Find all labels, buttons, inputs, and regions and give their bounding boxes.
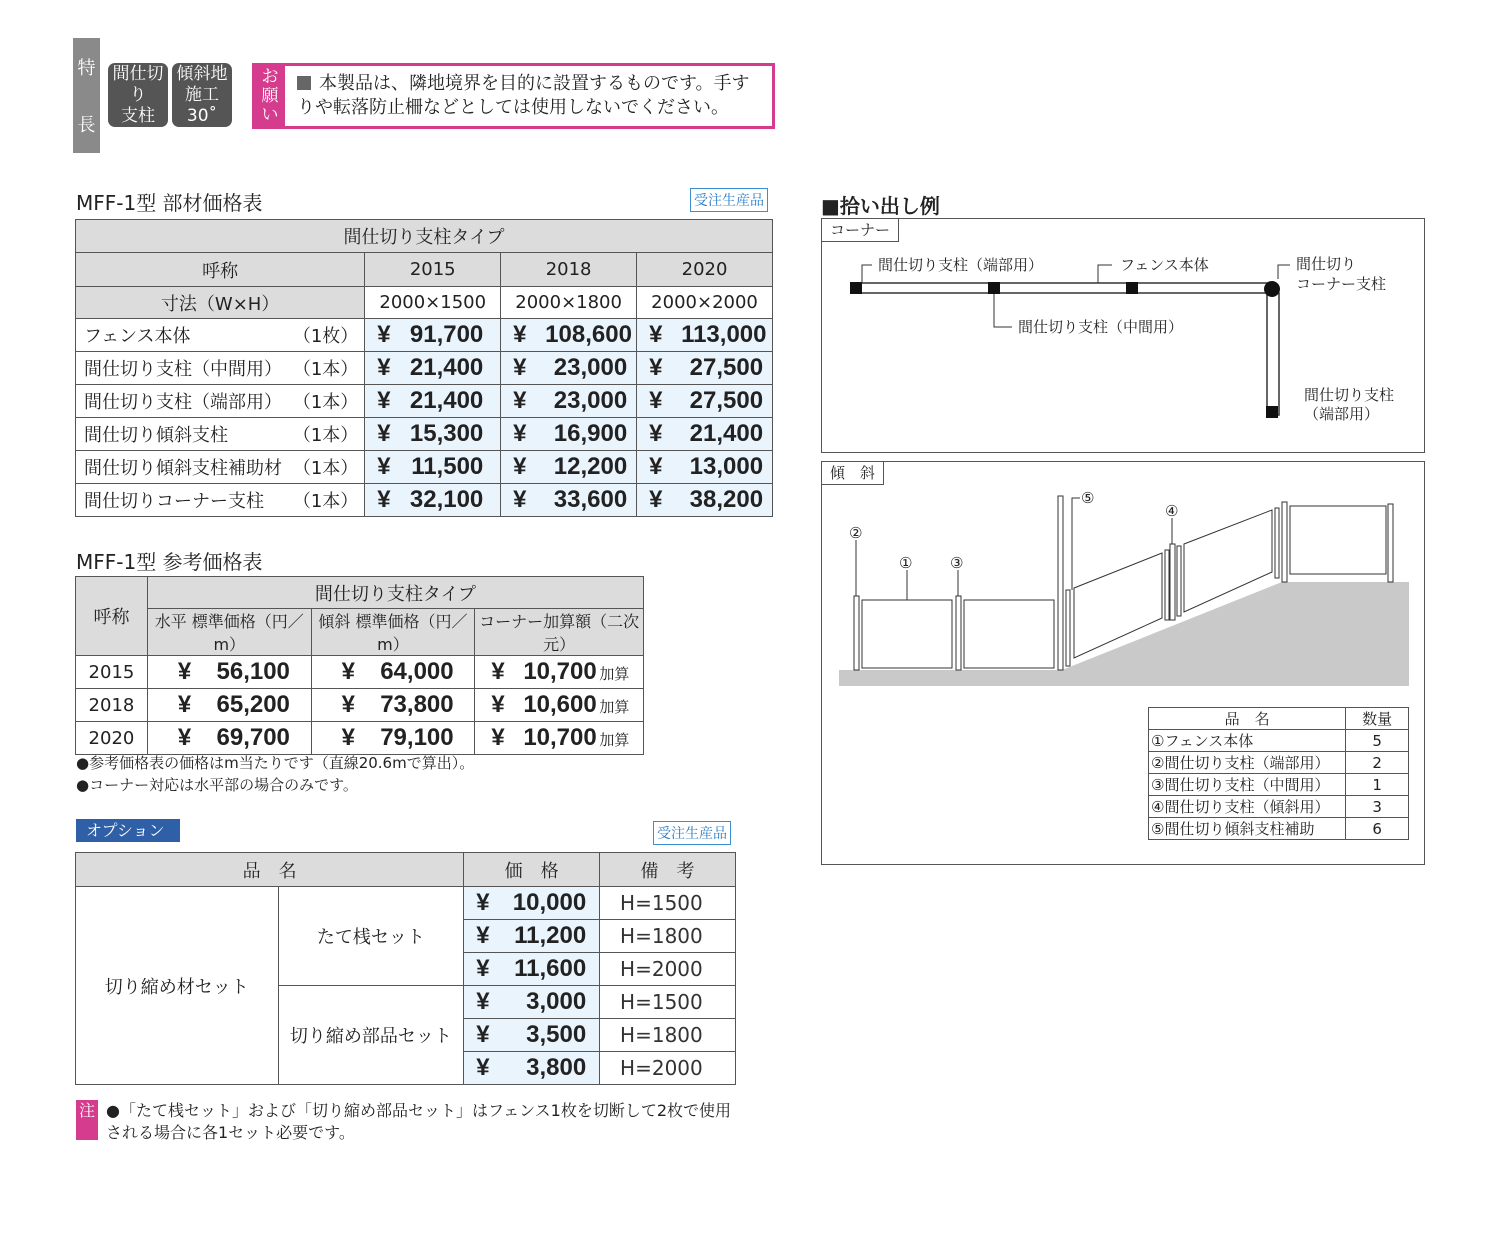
yen-sign: ¥ (649, 453, 663, 480)
part-unit: （1枚） (292, 326, 359, 347)
option-note-cell: H=1500 (600, 986, 736, 1019)
size-cell: 2000×1500 (365, 287, 501, 319)
price-value: 27,500 (689, 354, 764, 381)
end-post-marker (1266, 406, 1278, 418)
yen-sign: ¥ (513, 354, 527, 381)
part-name: 間仕切り傾斜支柱補助材 (84, 458, 282, 479)
ref-type-header: 間仕切り支柱タイプ (147, 577, 643, 609)
yen-sign: ¥ (649, 321, 663, 348)
price-cell (637, 319, 773, 352)
ref-col-slope: 傾斜 標準価格（円／m） (311, 609, 475, 656)
leader-line (994, 294, 1012, 327)
price-cell (365, 385, 501, 418)
part-name-cell (76, 451, 365, 484)
ref-notes (76, 752, 474, 796)
yen-sign: ¥ (513, 486, 527, 513)
table-row (1149, 730, 1409, 752)
price-value: 21,400 (409, 387, 484, 414)
price-value: 11,500 (411, 453, 484, 480)
fence-body-vertical (1267, 293, 1279, 415)
part-name-cell (76, 484, 365, 517)
price-cell (464, 1019, 600, 1052)
qty-count-cell: 5 (1346, 730, 1409, 752)
fence-panel (862, 600, 952, 668)
yen-sign: ¥ (476, 922, 490, 949)
yen-sign: ¥ (491, 691, 505, 718)
qty-count-cell: 1 (1346, 774, 1409, 796)
part-unit: （1本） (292, 359, 359, 380)
parts-price-table (75, 219, 773, 517)
price-value: 3,800 (526, 1054, 587, 1081)
label-end-post-2 (1304, 386, 1394, 424)
badge-line: 支柱 (121, 105, 155, 126)
yen-sign: ¥ (513, 387, 527, 414)
part-unit: （1本） (292, 491, 359, 512)
price-value: 13,000 (689, 453, 764, 480)
yen-sign: ¥ (491, 724, 505, 751)
price-value: 32,100 (409, 486, 484, 513)
request-text (297, 72, 766, 120)
option-name-header: 品 名 (76, 853, 464, 887)
add-label: 加算 (599, 732, 630, 749)
price-cell (637, 385, 773, 418)
part-name-cell (76, 418, 365, 451)
part-name-cell (76, 352, 365, 385)
table-row (76, 689, 644, 722)
slope-badge (172, 63, 232, 127)
price-cell (464, 887, 600, 920)
note-tag: 注 (76, 1100, 98, 1140)
price-cell (501, 418, 637, 451)
yen-sign: ¥ (177, 724, 192, 751)
price-value: 11,600 (514, 955, 587, 982)
price-value: 65,200 (216, 691, 290, 718)
parts-table-title: MFF-1型 部材価格表 (76, 191, 263, 215)
made-to-order-badge: 受注生産品 (653, 821, 731, 845)
yen-sign: ¥ (177, 691, 192, 718)
table-row (76, 385, 773, 418)
label-line: コーナー支柱 (1296, 275, 1387, 293)
price-value: 69,700 (216, 724, 290, 751)
price-value: 23,000 (553, 354, 628, 381)
yen-sign: ¥ (377, 453, 391, 480)
part-unit: （1本） (292, 392, 359, 413)
fence-panel (1290, 506, 1386, 574)
yen-sign: ¥ (476, 955, 490, 982)
feature-tag (73, 38, 100, 153)
qty-name-cell: ②間仕切り支柱（端部用） (1149, 752, 1346, 774)
quantity-table (1148, 707, 1409, 840)
price-value: 108,600 (545, 321, 632, 348)
add-label: 加算 (599, 699, 630, 716)
yen-sign: ¥ (649, 420, 663, 447)
request-text-body: 本製品は、隣地境界を目的に設置するものです。手すりや転落防止柵などとしては使用しないでください。 (297, 73, 750, 118)
price-cell (501, 451, 637, 484)
slope-post (1170, 544, 1175, 620)
ref-col-corner: コーナー加算額（二次元） (475, 609, 644, 656)
slope-aux (1275, 508, 1279, 578)
price-value: 12,200 (553, 453, 628, 480)
marker-3: ③ (950, 554, 964, 572)
leader-line (1278, 265, 1290, 279)
leader-line (1072, 498, 1080, 590)
corner-post-marker (1264, 281, 1280, 297)
yen-sign: ¥ (341, 691, 355, 718)
fence-body-horizontal (856, 283, 1268, 293)
option-note-cell: H=2000 (600, 1052, 736, 1085)
marker-5: ⑤ (1081, 489, 1095, 507)
ref-note: ●コーナー対応は水平部の場合のみです。 (76, 776, 358, 794)
col-2015: 2015 (365, 253, 501, 287)
table-row (76, 451, 773, 484)
label-line: 間仕切り (1296, 255, 1357, 273)
option-sub-cell: たて桟セット (278, 887, 464, 986)
table-row (1149, 796, 1409, 818)
price-value: 64,000 (380, 658, 454, 685)
leader-line (862, 265, 872, 283)
price-value: 3,500 (526, 1021, 587, 1048)
leader-line (1098, 265, 1112, 283)
ref-table-title: MFF-1型 参考価格表 (76, 550, 263, 574)
example-title: ■拾い出し例 (821, 194, 940, 218)
ref-name-cell: 2015 (76, 656, 148, 689)
price-value: 3,000 (526, 988, 587, 1015)
option-price-header: 価 格 (464, 853, 600, 887)
table-row (76, 722, 644, 755)
price-cell (464, 953, 600, 986)
table-row (76, 418, 773, 451)
label-line: （端部用） (1304, 405, 1380, 423)
table-row (76, 352, 773, 385)
add-label: 加算 (599, 666, 630, 683)
ref-name-cell: 2018 (76, 689, 148, 722)
yen-sign: ¥ (513, 321, 527, 348)
price-value: 10,700 (523, 658, 597, 685)
partition-post-badge (108, 63, 168, 127)
option-note-cell: H=1800 (600, 1019, 736, 1052)
price-value: 15,300 (409, 420, 484, 447)
yen-sign: ¥ (377, 420, 391, 447)
price-cell (501, 319, 637, 352)
price-cell (365, 352, 501, 385)
option-sub-cell: 切り縮め部品セット (278, 986, 464, 1085)
request-tab-char: 願 (261, 85, 279, 106)
price-value: 79,100 (380, 724, 454, 751)
price-cell (311, 722, 475, 755)
table-row (1149, 818, 1409, 840)
slope-post (1282, 502, 1287, 582)
qty-name-cell: ④間仕切り支柱（傾斜用） (1149, 796, 1346, 818)
price-value: 33,600 (553, 486, 628, 513)
yen-sign: ¥ (377, 354, 391, 381)
price-cell (464, 1052, 600, 1085)
square-bullet-icon (297, 76, 311, 90)
label-end-post: 間仕切り支柱（端部用） (878, 256, 1044, 274)
option-note-cell: H=1500 (600, 887, 736, 920)
size-cell: 2000×2000 (637, 287, 773, 319)
label-corner-post (1296, 254, 1386, 294)
price-cell (464, 986, 600, 1019)
qty-count-header: 数量 (1346, 708, 1409, 730)
yen-sign: ¥ (649, 387, 663, 414)
price-cell (501, 484, 637, 517)
price-cell (637, 451, 773, 484)
price-value: 10,700 (523, 724, 597, 751)
label-line: 間仕切り支柱 (1304, 386, 1395, 404)
price-cell (147, 722, 311, 755)
price-cell (147, 656, 311, 689)
type-header: 間仕切り支柱タイプ (76, 220, 773, 253)
qty-name-cell: ③間仕切り支柱（中間用） (1149, 774, 1346, 796)
yen-sign: ¥ (649, 486, 663, 513)
label-fence-body: フェンス本体 (1120, 256, 1209, 274)
price-value: 10,600 (523, 691, 597, 718)
part-name: 間仕切り支柱（中間用） (84, 359, 282, 380)
price-cell (365, 451, 501, 484)
price-cell (311, 656, 475, 689)
slope-aux (1066, 590, 1070, 666)
end-post (854, 596, 859, 670)
ref-col-horizontal: 水平 標準価格（円／m） (147, 609, 311, 656)
ref-name-header: 呼称 (76, 577, 148, 656)
ref-price-table (75, 576, 644, 755)
part-unit: （1本） (292, 458, 359, 479)
option-note-header: 備 考 (600, 853, 736, 887)
yen-sign: ¥ (341, 658, 355, 685)
price-cell (475, 722, 644, 755)
col-2020: 2020 (637, 253, 773, 287)
price-value: 16,900 (553, 420, 628, 447)
ref-name-cell: 2020 (76, 722, 148, 755)
slope-post (1058, 496, 1063, 670)
price-cell (637, 418, 773, 451)
table-row (1149, 774, 1409, 796)
part-name: フェンス本体 (84, 326, 191, 347)
name-header: 呼称 (76, 253, 365, 287)
badge-line: 間仕切り (112, 63, 164, 105)
made-to-order-badge: 受注生産品 (690, 188, 768, 212)
part-name: 間仕切り支柱（端部用） (84, 392, 282, 413)
price-value: 38,200 (689, 486, 764, 513)
price-cell (501, 385, 637, 418)
price-cell (637, 352, 773, 385)
badge-line: 傾斜地 (176, 63, 228, 84)
marker-2: ② (849, 524, 863, 542)
price-value: 10,000 (512, 889, 587, 916)
price-cell (311, 689, 475, 722)
option-note-cell: H=2000 (600, 953, 736, 986)
yen-sign: ¥ (491, 658, 505, 685)
slope-aux (1165, 550, 1169, 620)
part-name: 間仕切りコーナー支柱 (84, 491, 264, 512)
part-name-cell (76, 319, 365, 352)
option-note: ●「たて桟セット」および「切り縮め部品セット」はフェンス1枚を切断して2枚で使用される場合に各1セット必要です。 (106, 1101, 732, 1142)
corner-tab: コーナー (822, 219, 899, 242)
label-mid-post: 間仕切り支柱（中間用） (1018, 318, 1184, 336)
qty-name-cell: ⑤間仕切り傾斜支柱補助 (1149, 818, 1346, 840)
slope-panel (821, 461, 1425, 865)
table-row (76, 319, 773, 352)
yen-sign: ¥ (341, 724, 355, 751)
yen-sign: ¥ (476, 1021, 490, 1048)
price-value: 113,000 (681, 321, 767, 348)
yen-sign: ¥ (513, 453, 527, 480)
corner-panel (821, 218, 1425, 453)
mid-post-marker (988, 282, 1000, 294)
mid-post-marker (1126, 282, 1138, 294)
yen-sign: ¥ (177, 658, 192, 685)
yen-sign: ¥ (377, 486, 391, 513)
request-tab-char: い (261, 104, 279, 125)
part-name: 間仕切り傾斜支柱 (84, 425, 228, 446)
marker-4: ④ (1165, 502, 1179, 520)
marker-1: ① (899, 554, 913, 572)
request-notice (252, 63, 775, 129)
price-cell (147, 689, 311, 722)
qty-name-cell: ①フェンス本体 (1149, 730, 1346, 752)
table-row (76, 887, 736, 920)
table-row (76, 484, 773, 517)
table-row (76, 656, 644, 689)
request-tab-char: お (261, 66, 279, 87)
end-post-marker (850, 282, 862, 294)
feature-tag-char: 特 (77, 57, 96, 79)
request-tab (255, 66, 285, 126)
price-cell (637, 484, 773, 517)
price-cell (365, 418, 501, 451)
table-row (1149, 752, 1409, 774)
price-value: 23,000 (553, 387, 628, 414)
price-value: 21,400 (409, 354, 484, 381)
price-value: 11,200 (514, 922, 587, 949)
size-header: 寸法（W×H） (76, 287, 365, 319)
end-post (1388, 504, 1393, 582)
slope-tab: 傾 斜 (822, 462, 884, 485)
option-label: オプション (76, 819, 180, 842)
yen-sign: ¥ (476, 1054, 490, 1081)
qty-count-cell: 3 (1346, 796, 1409, 818)
yen-sign: ¥ (476, 988, 490, 1015)
size-cell: 2000×1800 (501, 287, 637, 319)
yen-sign: ¥ (476, 889, 490, 916)
fence-panel (964, 600, 1054, 668)
price-value: 73,800 (380, 691, 454, 718)
ref-note: ●参考価格表の価格はm当たりです（直線20.6mで算出）。 (76, 754, 475, 772)
badge-line: 施工30˚ (185, 84, 219, 126)
feature-tag-char: 長 (77, 115, 96, 137)
price-cell (464, 920, 600, 953)
option-group-cell: 切り縮め材セット (76, 887, 279, 1085)
yen-sign: ¥ (377, 387, 391, 414)
slope-aux (1177, 546, 1181, 616)
price-cell (475, 689, 644, 722)
part-name-cell (76, 385, 365, 418)
price-value: 21,400 (689, 420, 764, 447)
col-2018: 2018 (501, 253, 637, 287)
price-cell (365, 319, 501, 352)
price-value: 27,500 (689, 387, 764, 414)
qty-count-cell: 2 (1346, 752, 1409, 774)
part-unit: （1本） (292, 425, 359, 446)
price-cell (475, 656, 644, 689)
yen-sign: ¥ (513, 420, 527, 447)
price-value: 56,100 (216, 658, 290, 685)
option-table (75, 852, 736, 1085)
price-cell (501, 352, 637, 385)
mid-post (956, 596, 961, 670)
price-cell (365, 484, 501, 517)
option-note-cell: H=1800 (600, 920, 736, 953)
yen-sign: ¥ (649, 354, 663, 381)
price-value: 91,700 (409, 321, 484, 348)
qty-count-cell: 6 (1346, 818, 1409, 840)
yen-sign: ¥ (377, 321, 391, 348)
qty-name-header: 品 名 (1149, 708, 1346, 730)
